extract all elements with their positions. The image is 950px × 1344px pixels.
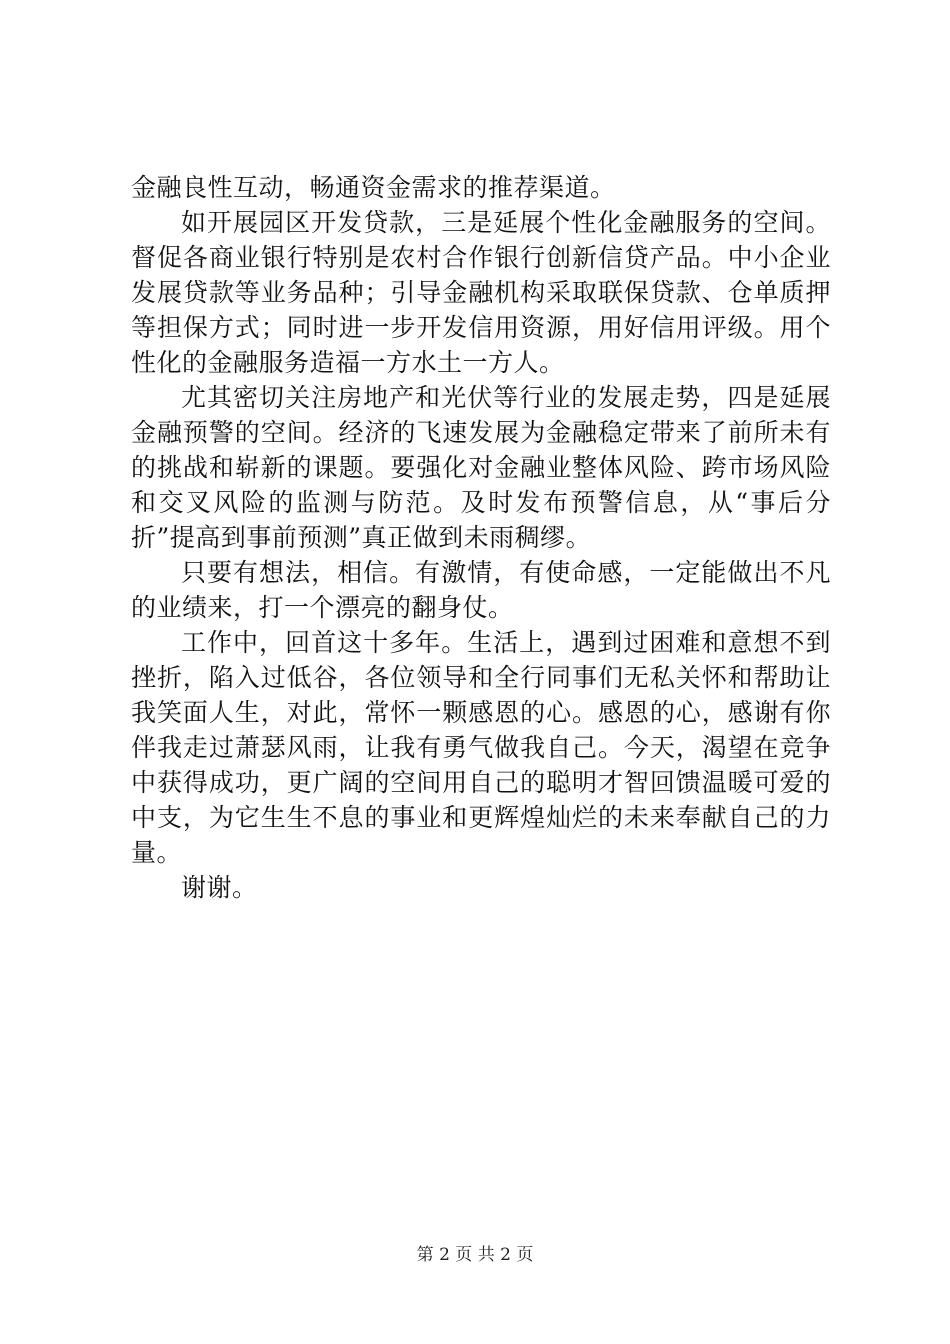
page-number-footer: 第 2 页 共 2 页 [416,1245,534,1265]
paragraph: 金融良性互动，畅通资金需求的推荐渠道。 [131,173,616,202]
paragraph: 谢谢。 [181,873,258,902]
paragraph: 只要有想法，相信。有激情，有使命感，一定能做出不凡的业绩来，打一个漂亮的翻身仗。 [131,558,831,622]
paragraph: 工作中，回首这十多年。生活上，遇到过困难和意想不到挫折，陷入过低谷，各位领导和全行同事们无私关怀和帮助让我笑面人生，对此，常怀一颗感恩的心。感恩的心，感谢有你伴我走过萧瑟风雨，让我有勇气做我自己。今天，渴望在竞争中获得成功，更广阔的空间用自己的聪明才智回馈温暖可爱的中支，为它生生不息的事业和更辉煌灿烂的未来奉献自己的力量。 [131,628,831,867]
document-body [131,170,831,905]
paragraph: 尤其密切关注房地产和光伏等行业的发展走势，四是延展金融预警的空间。经济的飞速发展为金融稳定带来了前所未有的挑战和崭新的课题。要强化对金融业整体风险、跨市场风险和交叉风险的监测与防范。及时发布预警信息，从“事后分折”提高到事前预测”真正做到未雨稠缪。 [131,383,831,552]
paragraph: 如开展园区开发贷款，三是延展个性化金融服务的空间。督促各商业银行特别是农村合作银行创新信贷产品。中小企业发展贷款等业务品种；引导金融机构采取联保贷款、仓单质押等担保方式；同时进一步开发信用资源，用好信用评级。用个性化的金融服务造福一方水土一方人。 [131,208,831,377]
